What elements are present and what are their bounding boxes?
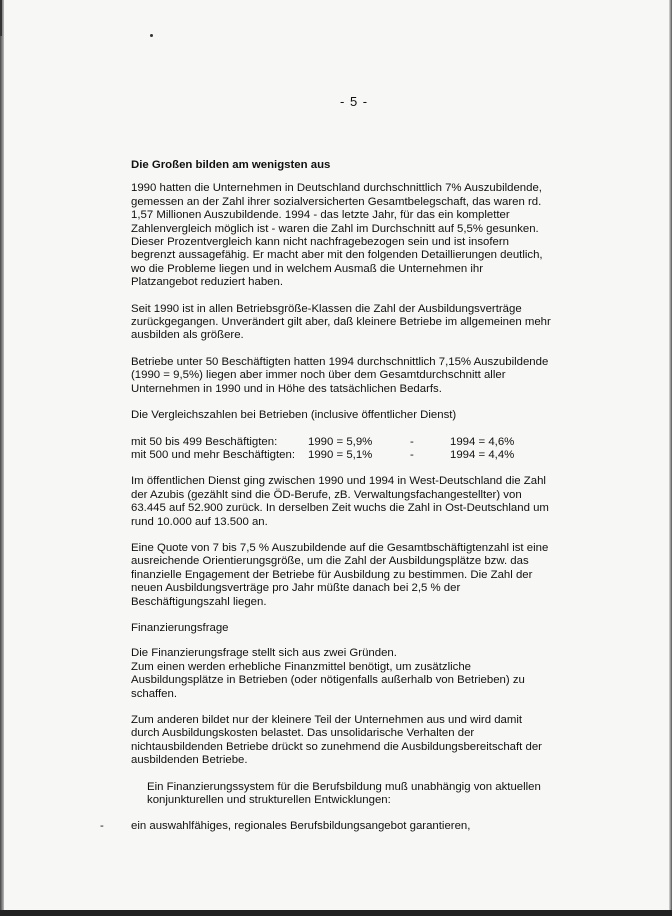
text-line: Eine Quote von 7 bis 7,5 % Auszubildende auf die Gesamtbschäftigtenzahl ist eine — [131, 541, 549, 554]
text-line: Dieser Prozentvergleich kann nicht nachfragebezogen sein und ist insofern — [131, 236, 510, 249]
bullet-item — [100, 820, 551, 833]
paragraph — [131, 475, 551, 529]
text-line: Die Finanzierungsfrage stellt sich aus zwei Gründen. — [131, 647, 397, 660]
text-line: Betriebe unter 50 Beschäftigten hatten 1994 durchschnittlich 7,15% Auszubildende — [131, 355, 549, 368]
text-line: der Azubis (gezählt sind die ÖD-Berufe, zB. Verwaltungsfachangestellter) von — [131, 488, 522, 501]
text-line: durch Ausbildungskosten belastet. Das unsolidarische Verhalten der — [131, 727, 475, 740]
paragraph — [131, 647, 551, 701]
text-line: nichtausbildenden Betriebe drückt so zunehmend die Ausbildungsbereitschaft der — [131, 740, 542, 753]
comparison-row — [131, 436, 551, 449]
section-heading: Finanzierungsfrage — [131, 621, 229, 634]
text-line: finanzielle Engagement der Betriebe für Ausbildung zu bestimmen. Die Zahl der — [131, 568, 533, 581]
text-line: ausbildenden Betriebe. — [131, 754, 248, 767]
text-line: Seit 1990 ist in allen Betriebsgröße-Klassen die Zahl der Ausbildungsverträge — [131, 302, 522, 315]
comparison-table — [131, 436, 551, 463]
text-line: rund 10.000 auf 13.500 an. — [131, 515, 268, 528]
paragraph — [147, 781, 551, 808]
text-line: ausreichende Orientierungsgröße, um die Zahl der Ausbildungsplätze bzw. das — [131, 555, 529, 568]
scan-edge-left — [0, 0, 4, 916]
scan-edge-bottom — [0, 910, 672, 916]
text-line: Die Vergleichszahlen bei Betrieben (inclusive öffentlicher Dienst) — [131, 409, 457, 422]
bullet-dash: - — [100, 820, 104, 833]
comparison-separator: - — [410, 448, 414, 461]
page-number: - 5 - — [340, 94, 369, 109]
paragraph — [131, 303, 551, 343]
paragraph — [131, 182, 551, 289]
paragraph — [131, 542, 551, 609]
scan-speck — [150, 34, 153, 37]
comparison-label: mit 50 bis 499 Beschäftigten: — [131, 435, 278, 448]
document-body — [100, 159, 551, 834]
scan-edge-top — [0, 0, 42, 36]
text-line: 1990 hatten die Unternehmen in Deutschland durchschnittlich 7% Auszubildende, — [131, 182, 542, 195]
comparison-1994: 1994 = 4,6% — [450, 435, 515, 448]
text-line: wo die Probleme liegen und in welchem Ausmaß die Unternehmen ihr — [131, 262, 484, 275]
text-line: Ausbildungsplätze in Betrieben (oder nötigenfalls außerhalb von Betrieben) zu — [131, 674, 525, 687]
comparison-1990: 1990 = 5,9% — [308, 435, 373, 448]
text-line: (1990 = 9,5%) liegen aber immer noch über dem Gesamtdurchschnitt aller — [131, 369, 506, 382]
text-line: Im öffentlichen Dienst ging zwischen 1990 und 1994 in West-Deutschland die Zahl — [131, 475, 546, 488]
comparison-label: mit 500 und mehr Beschäftigten: — [131, 448, 295, 461]
text-line: Platzangebot reduziert haben. — [131, 276, 283, 289]
text-line: 63.445 auf 52.900 zurück. In derselben Zeit wuchs die Zahl in Ost-Deutschland um — [131, 502, 549, 515]
paragraph — [131, 356, 551, 396]
text-line: Beschäftigungszahl liegen. — [131, 595, 267, 608]
text-line: Zum einen werden erhebliche Finanzmittel benötigt, um zusätzliche — [131, 660, 471, 673]
text-line: zurückgegangen. Unverändert gilt aber, daß kleinere Betriebe im allgemeinen mehr — [131, 316, 551, 329]
comparison-1994: 1994 = 4,4% — [450, 448, 515, 461]
comparison-1990: 1990 = 5,1% — [308, 448, 373, 461]
text-line: neuen Ausbildungsverträge pro Jahr müßte danach bei 2,5 % der — [131, 582, 461, 595]
text-line: Ein Finanzierungssystem für die Berufsbildung muß unabhängig von aktuellen — [147, 780, 541, 793]
text-line: schaffen. — [131, 687, 178, 700]
text-line: Unternehmen in 1990 und in Höhe des tatsächlichen Bedarfs. — [131, 382, 442, 395]
comparison-separator: - — [410, 435, 414, 448]
text-line: Zum anderen bildet nur der kleinere Teil der Unternehmen aus und wird damit — [131, 714, 523, 726]
text-line: Zahlenvergleich möglich ist - waren die Zahl im Durchschnitt auf 5,5% gesunken. — [131, 222, 539, 235]
section-heading: Die Großen bilden am wenigsten aus — [131, 159, 331, 171]
paragraph — [131, 409, 551, 422]
bullet-text: ein auswahlfähiges, regionales Berufsbildungsangebot garantieren, — [131, 820, 471, 833]
text-line: 1,57 Millionen Auszubildende. 1994 - das letzte Jahr, für das ein kompletter — [131, 209, 510, 222]
text-line: begrenzt aussagefähig. Er macht aber mit den folgenden Detaillierungen deutlich, — [131, 249, 543, 262]
text-line: ausbilden als größere. — [131, 329, 244, 342]
paragraph — [131, 714, 551, 768]
text-line: konjunkturellen und strukturellen Entwicklungen: — [147, 794, 391, 807]
comparison-row — [131, 449, 551, 462]
text-line: gemessen an der Zahl ihrer sozialversicherten Gesamtbelegschaft, das waren rd. — [131, 195, 542, 208]
